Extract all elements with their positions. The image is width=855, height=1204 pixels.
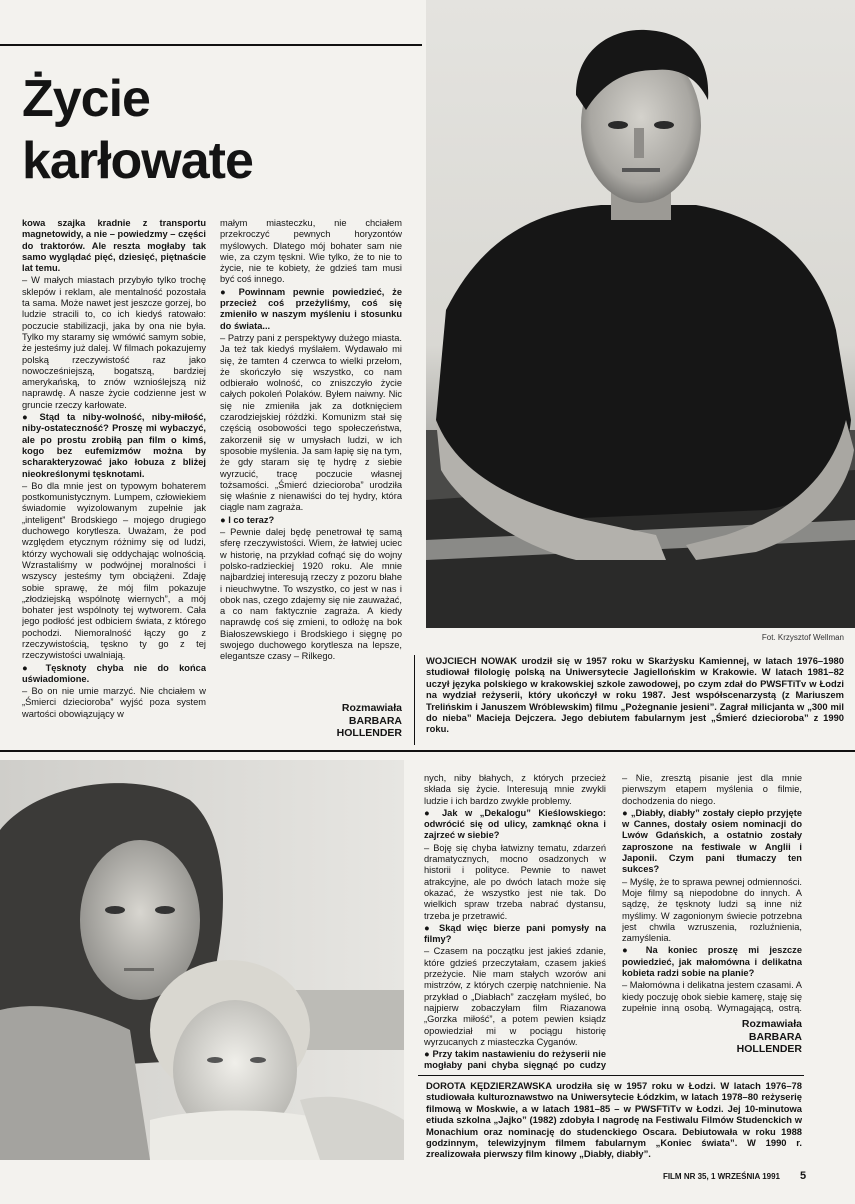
- question: ● Jak w „Dekalogu” Kieślowskiego: odwrócić się od ulicy, zamknąć okna i zajrzeć w siebie?: [424, 807, 606, 841]
- paragraph: – Boję się chyba łatwizny tematu, zdarzeń dramatycznych, mocno osadzonych w historii i polityce. Pewnie to nawet atrakcyjne, ale po dwóch latach może się okazać, że wszystko jest nie tak. Do wielkich spraw trzeba nabrać dystansu, trzeba je przetrawić.: [424, 842, 606, 921]
- paragraph: – W małych miastach przybyło tylko trochę sklepów i reklam, ale mentalność pozostała ta sama. Może nawet jest jeszcze gorzej, bo ludzie stracili to, co ich kiedyś ratowało: poczucie stabilizacji, jaka by ona nie była. Tylko my staramy się wmówić samym sobie, że jesteśmy już dalej. W filmach pokazujemy polską rzeczywistość raz jako nowocześniejszą, bogatszą, bardziej amerykańską, to znów wznioślejszą niż naprawdę. A nasze życie codzienne jest w gruncie rzeczy karłowate.: [22, 275, 206, 410]
- paragraph: małym miasteczku, nie chciałem przekroczyć pewnych horyzontów myślowych. Dlatego mój bohater sam nie wie, za czym tęskni. Wie tylko, że to nie to życie, nie te kobiety, że gdzieś tam musi być coś innego.: [220, 218, 402, 285]
- paragraph: kowa szajka kradnie z transportu magnetowidy, a nie – powiedzmy – części do traktorów. Ale reszta mogłaby tak samo wyglądać pięć, dziesięć, piętnaście lat temu.: [22, 218, 206, 274]
- bio-rule: [418, 1075, 804, 1076]
- paragraph: – Czasem na początku jest jakieś zdanie, które gdzieś przeczytałam, czasem jakieś przeżycie. Nie mam stałych wzorów ani mistrzów, z których czerpię natchnienie. Na przykład o „Diabłach” zaczęłam myśleć, bo najpierw zobaczyłam film Riazanowa „Gorzka miłość”, a potem pewien ksiądz opowiedział mi w pociągu historię wyrzucanych z miasteczka Cyganów.: [424, 946, 606, 1047]
- question: ● „Diabły, diabły” zostały ciepło przyjęte w Cannes, dostały osiem nominacji do Lwów Gdańskich, a ostatnio zostały zaproszone na festiwale w Anglii i Japonii. Czym pani tłumaczy ten sukces?: [622, 807, 802, 875]
- paragraph: – Małomówna i delikatna jestem czasami. A kiedy poczuję obok siebie kamerę, staję się zupełnie inną osobą. Wymagającą, ostrą.: [622, 980, 802, 1013]
- paragraph: – Patrzy pani z perspektywy dużego miasta. Ja też tak kiedyś myślałem. Wydawało mi się, że tamten 4 czerwca to wielki przełom, że skończyło się wszystko, co nam odbierało wolność, co zniszczyło życie całych pokoleń Polaków. Byłem naiwny. Nic się nie zmieniła jak za dotknięciem czarodziejskiej różdżki. Komunizm stał się częścią osobowości tego społeczeństwa, zakorzenił się w umysłach ludzi, w ich sposobie myślenia. Ja sam łapię się na tym, że gdy staram się tę hydrę z siebie wyrzucić, tracę poczucie własnej tożsamości. „Śmierć dziecioroba” urodziła się właśnie z nienawiści do tej hydry, która ciągle nam zagraża.: [220, 332, 402, 513]
- paragraph: nych, niby błahych, z których przecież składa się życie. Interesują mnie zwykli ludzie i ich bardzo zwykłe problemy.: [424, 773, 606, 806]
- photo-wojciech-nowak: [426, 0, 855, 628]
- photo-credit: Fot. Krzysztof Wellman: [761, 633, 844, 642]
- section-rule: [0, 750, 855, 752]
- paragraph: – Bo on nie umie marzyć. Nie chciałem w „Śmierci dziecioroba” wyjść poza system wartości obowiązujący w: [22, 686, 206, 719]
- paragraph: – Nie, zresztą pisanie jest dla mnie pierwszym etapem myślenia o filmie, dochodzenia do niego.: [622, 773, 802, 806]
- bio-dorota-kedzierzawska: DOROTA KĘDZIERZAWSKA urodziła się w 1957 roku w Łodzi. W latach 1976–78 studiowała kulturoznawstwo na Uniwersytecie Łódzkim, w latach 1978–80 reżyserię filmową w Moskwie, a w latach 1981–85 – w PWSFTiTv w Łodzi. Jej 10-minutowa etiuda szkolna „Jajko” (1982) zdobyła I nagrodę na Festiwalu Filmów Studenckich w Monachium oraz nominację do studenckiego Oscara. Debiutowała w roku 1988 godzinnym, telewizyjnym filmem fabularnym „Koniec świata”. W 1990 r. zrealizowała pierwszy film kinowy „Diabły, diabły”.: [426, 1080, 802, 1160]
- question: ● Na koniec proszę mi jeszcze powiedzieć, jak małomówna i delikatna kobieta radzi sobie na planie?: [622, 945, 802, 979]
- issue-footer: FILM NR 35, 1 WRZEŚNIA 1991: [662, 1172, 780, 1181]
- paragraph: – Pewnie dalej będę penetrował tę samą sferę rzeczywistości. Wiem, że łatwiej uciec w historię, na przykład cofnąć się do wojny polsko-radzieckiej 1920 roku. Ale mnie najbardziej interesują rzeczy z pozoru błahe i nieuchwytne. To wszystko, co jest w nas i obok nas, czego zdajemy się nie zauważać, a co nam faktycznie zagraża. A kiedy naprawdę coś się zmieni, to odłożę na bok Białoszewskiego i Brodskiego i sięgnę po swojego duchowego korytlesza na lepsze, elegantsze czasy – Rilkego.: [220, 527, 402, 662]
- page-number: 5: [800, 1170, 807, 1182]
- article1-column-2: [220, 218, 402, 696]
- article1-column-1: [22, 218, 206, 746]
- question: ● Tęsknoty chyba nie do końca uświadomione.: [22, 662, 206, 684]
- article2-column-1: [424, 773, 606, 1073]
- question: ● Przy takim nastawieniu do reżyserii nie mogłaby pani chyba sięgnąć po cudzy: [424, 1049, 606, 1071]
- question: ● Skąd więc bierze pani pomysły na filmy?: [424, 922, 606, 945]
- article-title: Życie karłowate: [22, 70, 253, 190]
- question: ● Stąd ta niby-wolność, niby-miłość, niby-ostateczność? Proszę mi wybaczyć, ale po prostu zrobiłą pan film o kimś, kogo bez eufemizmów można by scharakteryzować jako łobuza z bliżej nieokreślonymi tęsknotami.: [22, 412, 206, 479]
- bio-wojciech-nowak: WOJCIECH NOWAK urodził się w 1957 roku w Skarżysku Kamiennej, w latach 1976–1980 studiował filologię polską na Uniwersytecie Jagiellońskim w Krakowie. W latach 1981–82 uczył języka polskiego w krakowskiej szkole zawodowej, po czym zdał do PWSFTiTv w Łodzi na wydział reżyserii, który ukończył w roku 1987. Jest współscenarzystą (z Mariuszem Trelińskim i Januszem Wróblewskim) filmu „Pożegnanie jesieni”. Zagrał milicjanta w „300 mil do nieba” Macieja Dejczera. Jego debiutem fabularnym jest „Śmierć dziecioroba” z 1990 roku.: [426, 655, 844, 735]
- top-rule: [0, 44, 422, 46]
- photo-dorota-kedzierzawska: [0, 760, 404, 1160]
- portrait-image: [0, 760, 404, 1160]
- question: ● Powinnam pewnie powiedzieć, że przecież coś przeżyliśmy, coś się zmieniło w naszym myśleniu i stosunku do świata...: [220, 286, 402, 331]
- article2-byline: Rozmawiała BARBARA HOLLENDER: [736, 1018, 802, 1055]
- question: ● I co teraz?: [220, 514, 275, 525]
- paragraph: – Bo dla mnie jest on typowym bohaterem postkomunistycznym. Lumpem, człowiekiem świadomie wyizolowanym zupełnie jak „inteligent” Brodskiego – mojego drugiego duchowego korytlesza. Uważam, że pod względem etycznym różnimy się od ludzi, którzy wychowali się oddychając wolnością. Wzrastaliśmy w podwójnej moralności i wszyscy jesteśmy tym obciążeni. Zdaję sobie sprawę, że mój film pokazuje „złodziejską wspólnotę wiernych”, a mój bohater jest wspólnoty tej wytworem. Cała jego podłość jest odbiciem świata, z którego pochodzi. Niemoralność łączy go z rzeczywistością, tęskno ty go z tej rzeczywistości uwalniają.: [22, 480, 206, 661]
- article1-byline: Rozmawiała BARBARA HOLLENDER: [336, 702, 402, 739]
- column-divider: [414, 655, 415, 745]
- portrait-image: [426, 0, 855, 628]
- paragraph: – Myślę, że to sprawa pewnej odmienności. Moje filmy są niepodobne do innych. A sądzę, że tęsknoty ludzi są inne niż myślimy. W zagonionym świecie potrzebna jest chwila wzruszenia, rozluźnienia, zamyślenia.: [622, 876, 802, 944]
- article2-column-2: [622, 773, 802, 1013]
